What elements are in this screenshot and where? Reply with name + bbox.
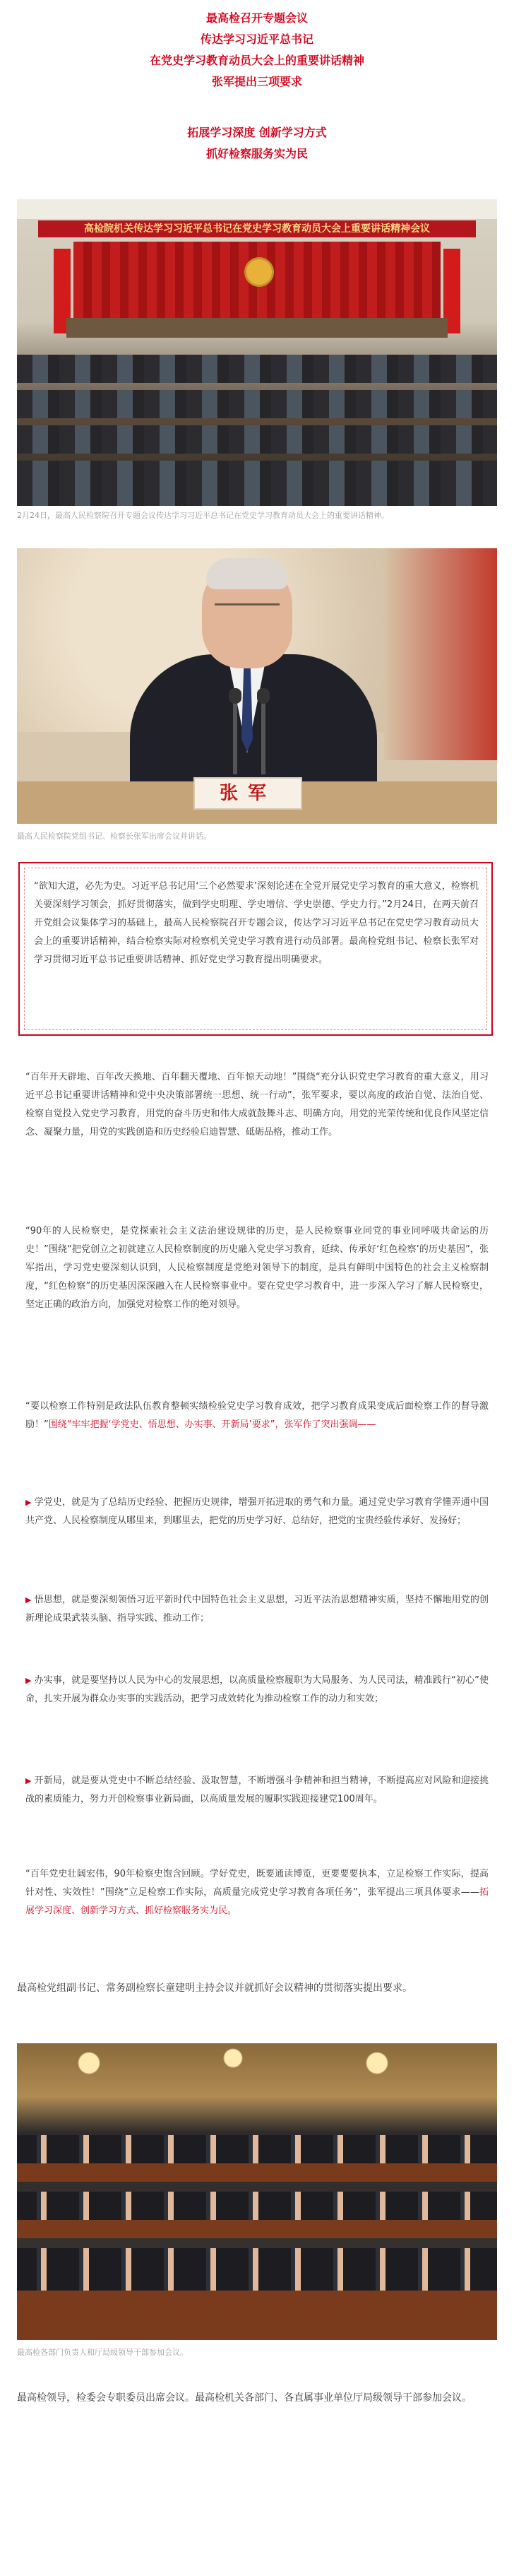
triangle-bullet-icon: ▶ [25,1498,32,1507]
requirement-text: 就是要深刻领悟习近平新时代中国特色社会主义思想，习近平法治思想精神实质，坚持不懈地用党的创新理论成果武装头脑、指导实践、推动工作； [25,1595,489,1624]
microphone-icon [229,688,241,704]
headline-line-3: 在党史学习教育动员大会上的重要讲话精神 [149,54,364,67]
requirement-item [25,1672,489,1708]
hall-banner: 高检院机关传达学习习近平总书记在党史学习教育动员大会上重要讲话精神会议 [38,220,476,237]
paragraph-3-highlight: 围绕“牢牢把握‘学党史、悟思想、办实事、开新局’要求”，张军作了突出强调—— [48,1419,376,1430]
closing-paragraph-2: 最高检领导，检委会专职委员出席会议。最高检机关各部门、各直属事业单位厅局级领导干部参加会议。 [17,2392,472,2404]
requirement-lead: 悟思想， [34,1595,72,1605]
headline-line-2: 传达学习习近平总书记 [200,33,313,46]
closing-paragraph-1: 最高检党组副书记、常务副检察长童建明主持会议并就抓好会议精神的贯彻落实提出要求。 [17,1983,412,1994]
meeting-hall-photo [17,199,497,506]
requirement-text: 就是要坚持以人民为中心的发展思想，以高质量检察履职为大局服务、为人民司法，精准践行“初心”使命，扎实开展为群众办实事的实践活动，把学习成效转化为推动检察工作的动力和实效； [25,1675,489,1704]
requirement-lead: 学党史， [34,1497,72,1508]
speaker-photo [17,548,497,824]
requirement-lead: 开新局， [34,1776,72,1786]
triangle-bullet-icon: ▶ [25,1595,32,1605]
subheadline-line-1: 拓展学习深度 创新学习方式 [187,126,327,139]
headline-line-1: 最高检召开专题会议 [205,11,308,25]
paragraph-8 [25,1865,489,1920]
quote-text: “欲知大道，必先为史。习近平总书记用‘三个必然要求’深刻论述在全党开展党史学习教育的重大意义，检察机关要深刻学习领会，抓好贯彻落实，做到学史明理、学史增信、学史崇德、学史力行。”2月24日，在两天前召开党组会议集体学习的基础上，最高人民检察院召开专题会议，传达学习习近平总书记在党史学习教育动员大会上的重要讲话精神，结合检察实际对检察机关党史学习教育进行动员部署。最高检党组书记、检察长张军对学习贯彻习近平总书记重要讲话精神、抓好党史学习教育提出明确要求。 [34,881,479,965]
paragraph-8-text: “百年党史壮阔宏伟，90年检察史饱含回顾。学好党史，既要通读博览，更要要要执本，立足检察工作实际，提高针对性、实效性！”围绕“立足检察工作实际，高质量完成党史学习教育各项任务”，张军提出三项具体要求—— [25,1869,489,1898]
paragraph-8-highlight: 拓展学习深度、创新学习方式、抓好检察服务实为民。 [25,1887,489,1916]
requirement-text: 就是为了总结历史经验、把握历史规律，增强开拓进取的勇气和力量。通过党史学习教育学懂弄通中国共产党、人民检察制度从哪里来，到哪里去，把党的历史学习好、总结好，把党的宝贵经验传承好、发扬好； [25,1497,489,1526]
photo-caption-1: 2月24日，最高人民检察院召开专题会议传达学习习近平总书记在党史学习教育动员大会上的重要讲话精神。 [17,511,389,520]
requirement-item [25,1591,489,1628]
photo-caption-3: 最高检各部门负责人和厅局级领导干部参加会议。 [17,2348,188,2357]
subheadline-line-2: 抓好检察服务实为民 [205,147,308,160]
audience-photo [17,2043,497,2340]
nameplate: 张军 [193,777,302,810]
requirement-lead: 办实事， [34,1675,72,1686]
microphone-icon [257,688,270,704]
paragraph-3 [25,1398,489,1434]
triangle-bullet-icon: ▶ [25,1776,32,1785]
paragraph-1: “百年开天辟地、百年改天换地、百年翻天覆地、百年惊天动地！”围绕“充分认识党史学习教育的重大意义，用习近平总书记重要讲话精神和党中央决策部署统一思想、统一行动”，张军要求，要以高度的政治自觉、法治自觉、检察自觉投入党史学习教育，用党的奋斗历史和伟大成就鼓舞斗志、明确方向，用党的光荣传统和优良作风坚定信念、凝聚力量，用党的实践创造和历史经验启迪智慧、砥砺品格，推动工作。 [25,1072,489,1138]
emblem-icon [244,257,274,287]
paragraph-3-text: “要以检察工作特别是政法队伍教育整顿实绩检验党史学习教育成效，把学习教育成果变成后面检察工作的督导激励！” [25,1401,489,1430]
requirement-text: 就是要从党史中不断总结经验、汲取智慧，不断增强斗争精神和担当精神，不断提高应对风险和迎接挑战的素质能力，努力开创检察事业新局面，以高质量发展的履职实践迎接建党100周年。 [25,1776,489,1804]
headline-line-4: 张军提出三项要求 [211,75,302,88]
requirement-item [25,1772,489,1809]
triangle-bullet-icon: ▶ [25,1676,32,1685]
requirement-item [25,1494,489,1530]
paragraph-2: “90年的人民检察史，是党探索社会主义法治建设规律的历史，是人民检察事业同党的事业同呼吸共命运的历史！”围绕“把党创立之初就建立人民检察制度的历史融入党史学习教育，延续、传承好‘红色检察’的历史基因”，张军指出，学习党史要深刻认识到，人民检察制度是党绝对领导下的制度，是具有鲜明中国特色的社会主义检察制度，“红色检察”的历史基因深深融入在人民检察事业中。要在党史学习教育中，进一步深入学习了解人民检察史，坚定正确的政治方向，加强党对检察工作的绝对领导。 [25,1226,489,1310]
quote-box [18,862,493,1036]
photo-caption-2: 最高人民检察院党组书记、检察长张军出席会议并讲话。 [17,832,211,841]
